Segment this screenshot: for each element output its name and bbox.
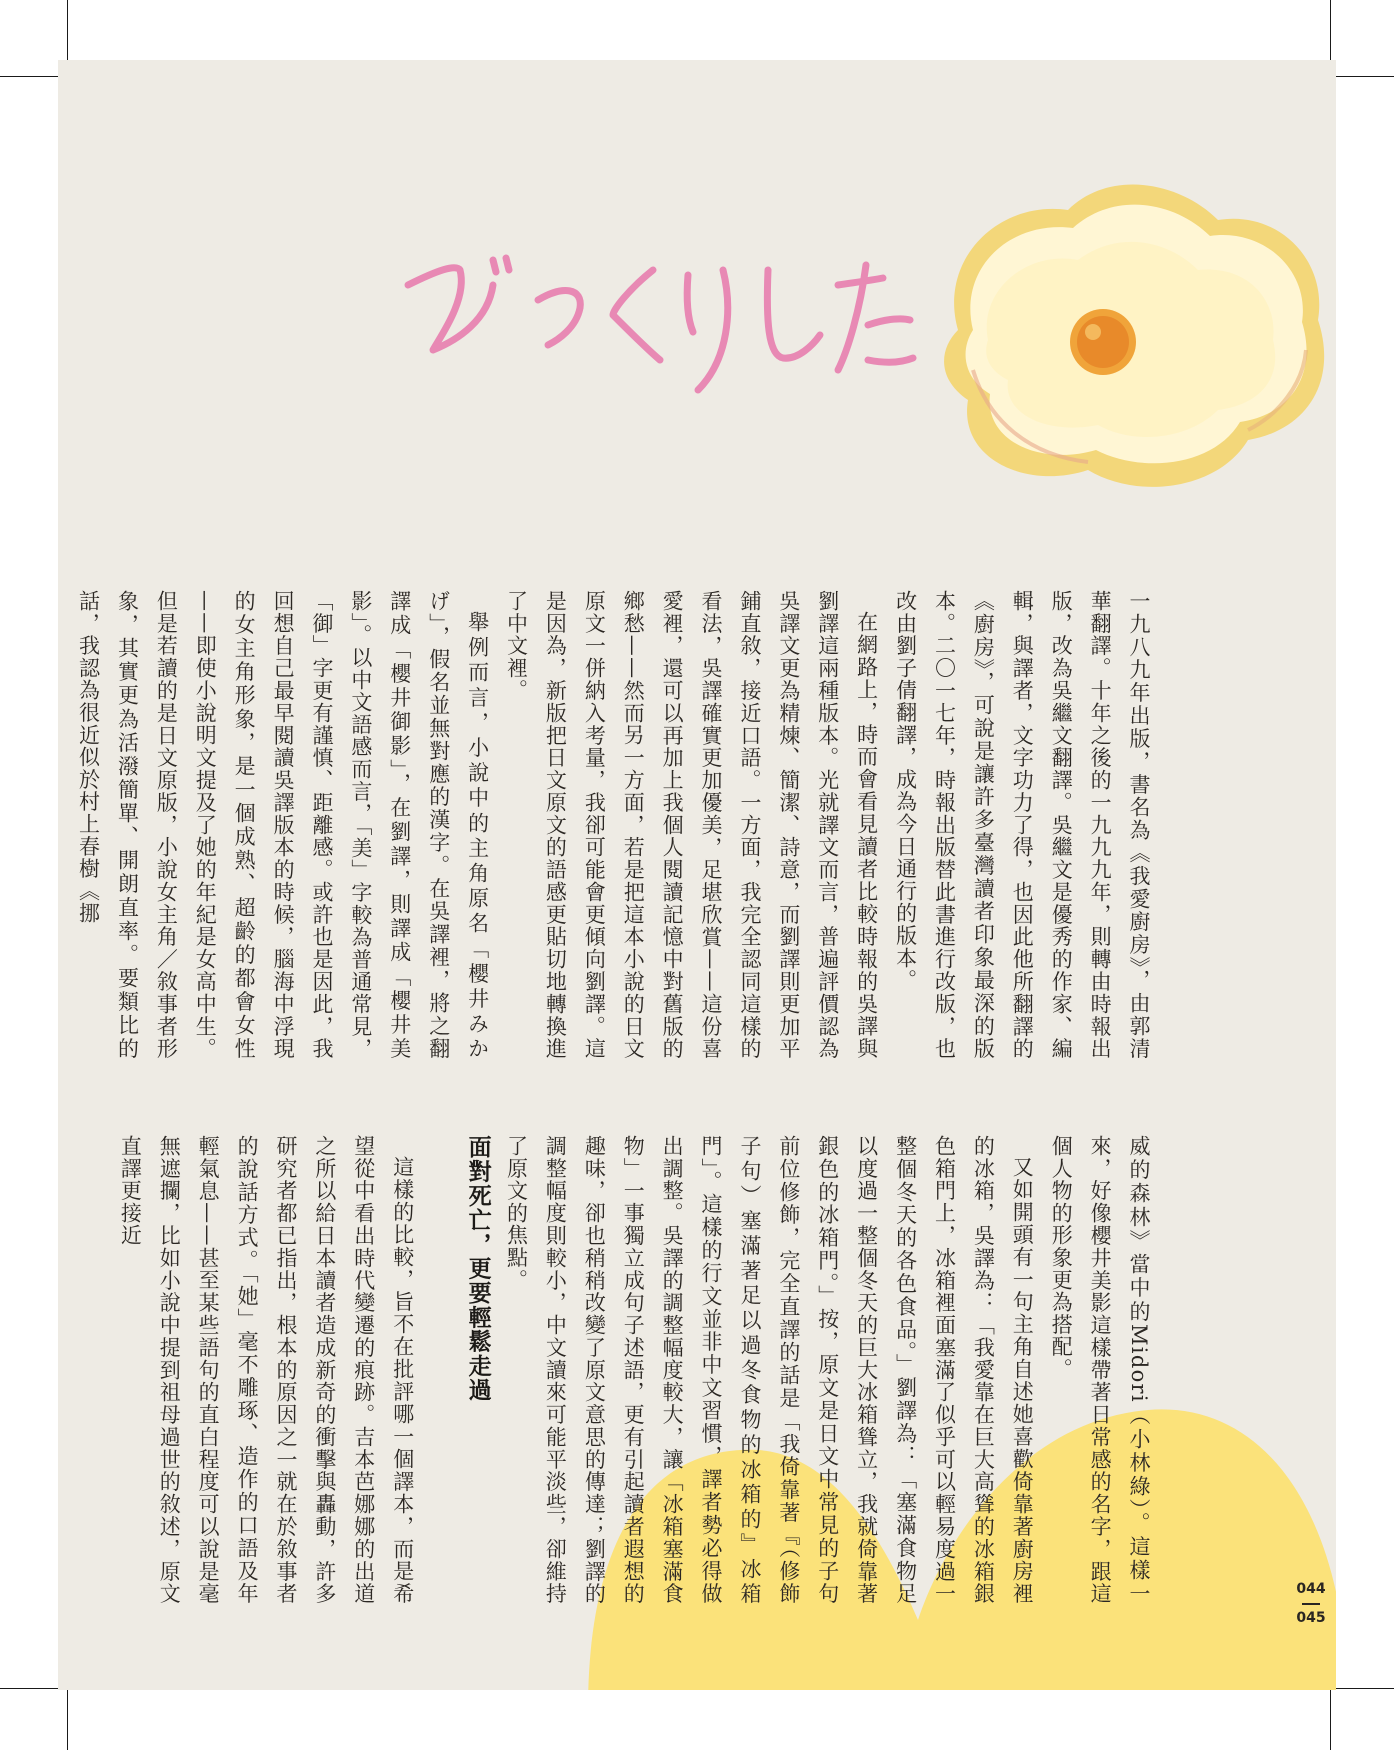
page-numbers bbox=[1291, 1580, 1331, 1627]
article-bottom-column bbox=[118, 1135, 1158, 1605]
paragraph: 舉例而言，小說中的主角原名「櫻井みかげ」，假名並無對應的漢字。在吳譯裡，將之翻譯成「櫻井御影」，在劉譯，則譯成「櫻井美影」。以中文語感而言，「美」字較為普通常見，「御」字更有謹慎、距離感。或許也是因此，我回想自己最早閱讀吳譯版本的時候，腦海中浮現的女主角形象，是一個成熟、超齡的都會女性——即使小說明文提及了她的年紀是女高中生。但是若讀的是日文原版，小說女主角／敘事者形象，其實更為活潑簡單、開朗直率。要類比的話，我認為很近似於村上春樹《挪 bbox=[76, 590, 490, 1060]
page-number-left: 044 bbox=[1296, 1581, 1326, 1597]
handwritten-heading bbox=[398, 240, 918, 400]
paragraph: 威的森林》當中的Midori（小林綠）。這樣一來，好像櫻井美影這樣帶著日常感的名字，跟這個人物的形象更為搭配。 bbox=[1049, 1135, 1151, 1605]
paragraph: 又如開頭有一句主角自述她喜歡倚靠著廚房裡的冰箱，吳譯為：「我愛靠在巨大高聳的冰箱銀色箱門上，冰箱裡面塞滿了似乎可以輕易度過一整個冬天的各色食品。」劉譯為：「塞滿食物足以度過一整個冬天的巨大冰箱聳立，我就倚靠著銀色的冰箱門。」按，原文是日文中常見的子句前位修飾，完全直譯的話是「我倚靠著『（修飾子句）塞滿著足以過冬食物的冰箱的』冰箱門」。這樣的行文並非中文習慣，譯者勢必得做出調整。吳譯的調整幅度較大，讓「冰箱塞滿食物」一事獨立成句子述語，更有引起讀者遐想的趣味，卻也稍稍改變了原文意思的傳達；劉譯的調整幅度則較小，中文讀來可能平淡些，卻維持了原文的焦點。 bbox=[504, 1135, 1035, 1605]
fried-egg-illustration bbox=[918, 170, 1336, 510]
handwritten-heading-text: びっくりした bbox=[398, 240, 404, 241]
article-top-column bbox=[76, 590, 1158, 1060]
crop-mark bbox=[67, 1690, 68, 1750]
page-number-right: 045 bbox=[1296, 1610, 1326, 1626]
paragraph: 這樣的比較，旨不在批評哪一個譯本，而是希望從中看出時代變遷的痕跡。吉本芭娜娜的出道之所以給日本讀者造成新奇的衝擊與轟動，許多研究者都已指出，根本的原因之一就在於敘事者的說話方式。「她」毫不雕琢、造作的口語及年輕氣息——甚至某些語句的直白程度可以說是毫無遮攔，比如小說中提到祖母過世的敘述，原文直譯更接近 bbox=[118, 1135, 415, 1605]
crop-mark bbox=[67, 0, 68, 60]
paragraph: 一九八九年出版，書名為《我愛廚房》，由郭清華翻譯。十年之後的一九九九年，則轉由時報出版，改為吳繼文翻譯。吳繼文是優秀的作家、編輯，與譯者，文字功力了得，也因此他所翻譯的《廚房》，可說是讓許多臺灣讀者印象最深的版本。二〇一七年，時報出版替此書進行改版，也改由劉子倩翻譯，成為今日通行的版本。 bbox=[893, 590, 1151, 1060]
crop-mark bbox=[0, 76, 60, 77]
paragraph: 在網路上，時而會看見讀者比較時報的吳譯與劉譯這兩種版本。光就譯文而言，普遍評價認為吳譯文更為精煉、簡潔、詩意，而劉譯則更加平鋪直敘，接近口語。一方面，我完全認同這樣的看法，吳譯確實更加優美，足堪欣賞——這份喜愛裡，還可以再加上我個人閱讀記憶中對舊版的鄉愁——然而另一方面，若是把這本小說的日文原文一併納入考量，我卻可能會更傾向劉譯。這是因為，新版把日文原文的語感更貼切地轉換進了中文裡。 bbox=[504, 590, 879, 1060]
crop-mark bbox=[0, 1688, 60, 1689]
crop-mark bbox=[1334, 1688, 1394, 1689]
magazine-page bbox=[58, 60, 1336, 1690]
page-number-divider bbox=[1302, 1603, 1320, 1605]
crop-mark bbox=[1334, 76, 1394, 77]
crop-mark bbox=[1330, 0, 1331, 60]
crop-mark bbox=[1330, 1690, 1331, 1750]
section-heading: 面對死亡，更要輕鬆走過 bbox=[464, 1135, 491, 1403]
